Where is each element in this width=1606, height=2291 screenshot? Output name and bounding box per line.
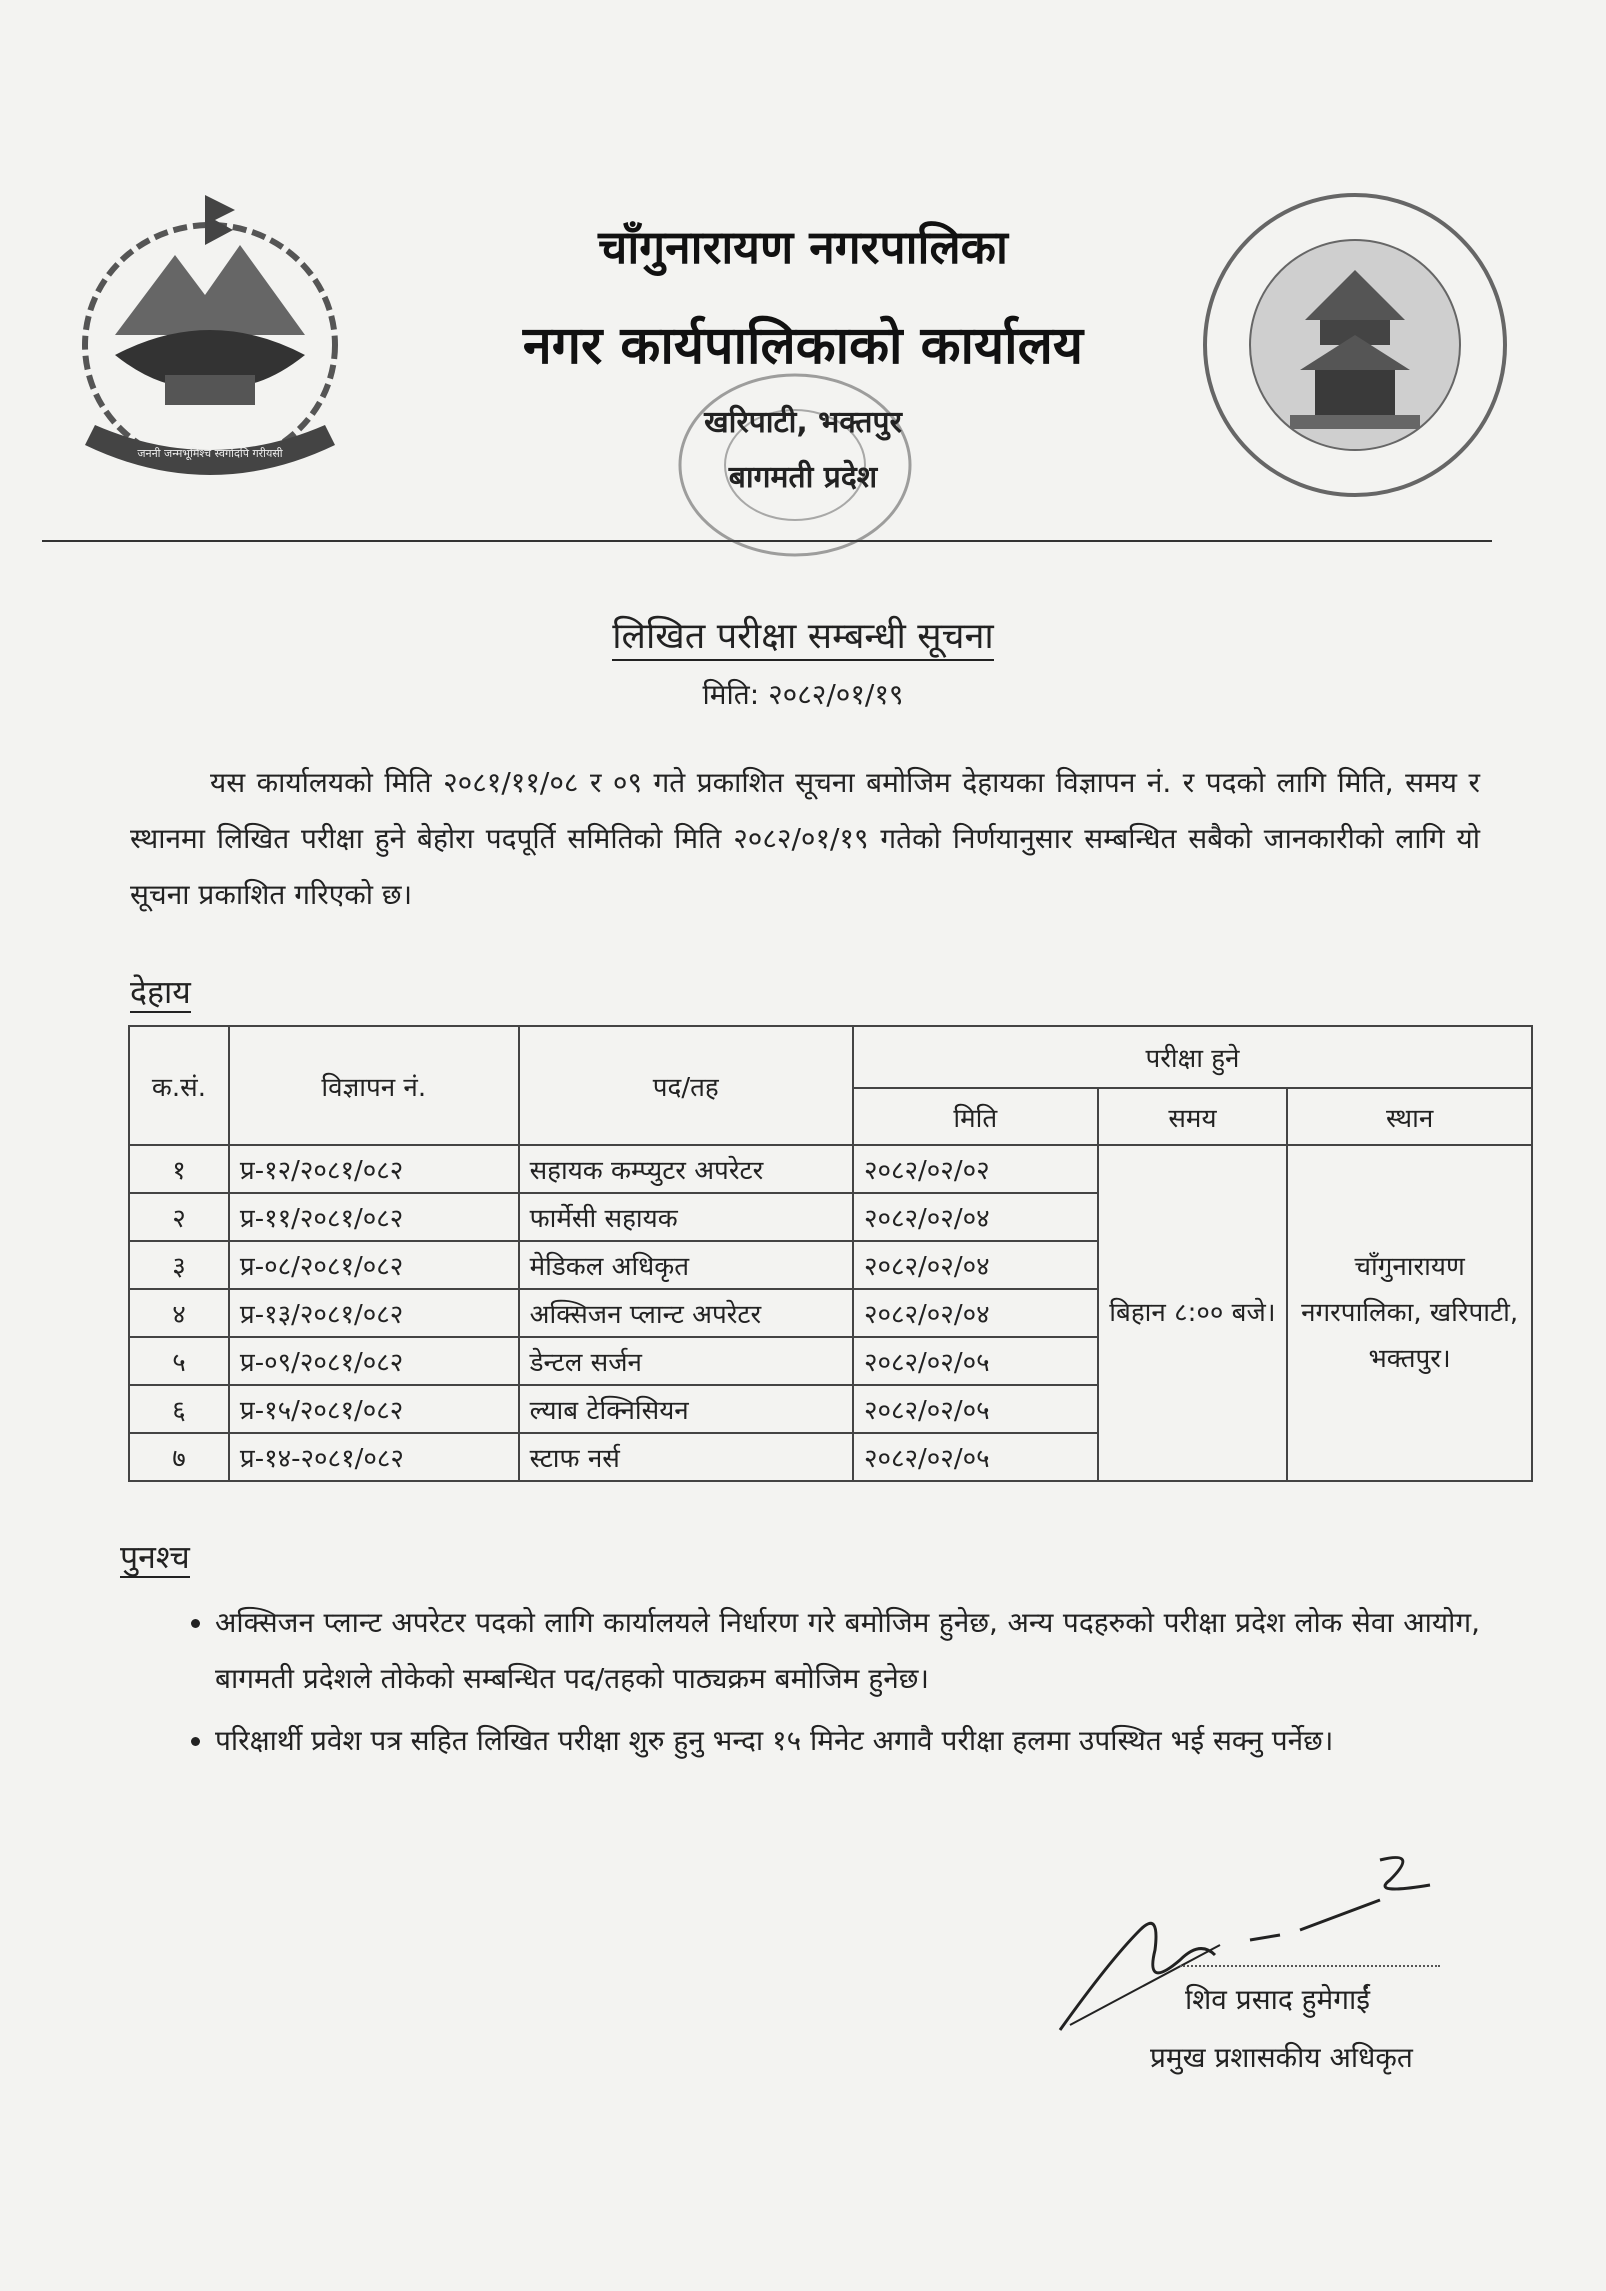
header-divider <box>42 540 1492 542</box>
cell-sn: २ <box>129 1193 229 1241</box>
cell-post: मेडिकल अधिकृत <box>519 1241 853 1289</box>
cell-ad-no: प्र-१३/२०८१/०८२ <box>229 1289 519 1337</box>
office-name: नगर कार्यपालिकाको कार्यालय <box>522 316 1084 376</box>
cell-date: २०८२/०२/०४ <box>853 1241 1098 1289</box>
col-header-sn: क.सं. <box>129 1026 229 1145</box>
table-heading-text: देहाय <box>130 973 191 1011</box>
cell-date: २०८२/०२/०४ <box>853 1289 1098 1337</box>
cell-post: ल्याब टेक्निसियन <box>519 1385 853 1433</box>
notice-title <box>0 610 1606 659</box>
cell-ad-no: प्र-११/२०८१/०८२ <box>229 1193 519 1241</box>
col-header-time: समय <box>1098 1088 1288 1145</box>
cell-sn: ६ <box>129 1385 229 1433</box>
col-header-exam: परीक्षा हुने <box>853 1026 1532 1088</box>
table-heading <box>130 970 191 1013</box>
postscript-heading-text: पुनश्च <box>120 1538 190 1576</box>
signature-line <box>1180 1965 1440 1967</box>
emblem-motto: जननी जन्मभूमिश्च स्वर्गादपि गरीयसी <box>137 447 283 460</box>
address-line-2: बागमती प्रदेश <box>728 460 878 495</box>
cell-sn: ७ <box>129 1433 229 1481</box>
cell-date: २०८२/०२/०२ <box>853 1145 1098 1193</box>
exam-schedule-table <box>128 1025 1533 1482</box>
cell-ad-no: प्र-१५/२०८१/०८२ <box>229 1385 519 1433</box>
signatory-name: शिव प्रसाद हुमेगाईं <box>1185 1983 1371 2016</box>
cell-date: २०८२/०२/०४ <box>853 1193 1098 1241</box>
cell-date: २०८२/०२/०५ <box>853 1385 1098 1433</box>
cell-post: फार्मेसी सहायक <box>519 1193 853 1241</box>
cell-ad-no: प्र-०९/२०८१/०८२ <box>229 1337 519 1385</box>
cell-sn: १ <box>129 1145 229 1193</box>
cell-post: अक्सिजन प्लान्ट अपरेटर <box>519 1289 853 1337</box>
postscript-heading <box>120 1535 190 1578</box>
cell-post: स्टाफ नर्स <box>519 1433 853 1481</box>
cell-sn: ४ <box>129 1289 229 1337</box>
cell-post: डेन्टल सर्जन <box>519 1337 853 1385</box>
municipality-name: चाँगुनारायण नगरपालिका <box>598 220 1008 274</box>
cell-time-merged: बिहान ८:०० बजे। <box>1098 1145 1288 1481</box>
postscript-item: • अक्सिजन प्लान्ट अपरेटर पदको लागि कार्यालयले निर्धारण गरे बमोजिम हुनेछ, अन्य पदहरुको परीक्षा प्रदेश लोक सेवा आयोग, बागमती प्रदेशले तोकेको सम्बन्धित पद/तहको पाठ्यक्रम बमोजिम हुनेछ। <box>215 1595 1480 1707</box>
col-header-ad-no: विज्ञापन नं. <box>229 1026 519 1145</box>
col-header-place: स्थान <box>1287 1088 1532 1145</box>
cell-date: २०८२/०२/०५ <box>853 1433 1098 1481</box>
notice-paragraph: यस कार्यालयको मिति २०८१/११/०८ र ०९ गते प्रकाशित सूचना बमोजिम देहायका विज्ञापन नं. र पदको लागि मिति, समय र स्थानमा लिखित परीक्षा हुने बेहोरा पदपूर्ति समितिको मिति २०८२/०१/१९ गतेको निर्णयानुसार सम्बन्धित सबैको जानकारीको लागि यो सूचना प्रकाशित गरिएको छ। <box>130 766 1480 911</box>
cell-place-merged: चाँगुनारायण नगरपालिका, खरिपाटी, भक्तपुर। <box>1287 1145 1532 1481</box>
cell-ad-no: प्र-०८/२०८१/०८२ <box>229 1241 519 1289</box>
postscript-list <box>160 1595 1480 1775</box>
col-header-date: मिति <box>853 1088 1098 1145</box>
cell-ad-no: प्र-१४-२०८१/०८२ <box>229 1433 519 1481</box>
cell-sn: ३ <box>129 1241 229 1289</box>
cell-sn: ५ <box>129 1337 229 1385</box>
col-header-post: पद/तह <box>519 1026 853 1145</box>
cell-date: २०८२/०२/०५ <box>853 1337 1098 1385</box>
postscript-item: • परिक्षार्थी प्रवेश पत्र सहित लिखित परीक्षा शुरु हुनु भन्दा १५ मिनेट अगावै परीक्षा हलमा उपस्थित भई सक्नु पर्नेछ। <box>215 1713 1480 1769</box>
signatory-role: प्रमुख प्रशासकीय अधिकृत <box>1150 2041 1413 2074</box>
notice-date: मिति: २०८२/०१/१९ <box>702 678 904 711</box>
cell-post: सहायक कम्प्युटर अपरेटर <box>519 1145 853 1193</box>
table-row <box>129 1145 1532 1193</box>
cell-ad-no: प्र-१२/२०८१/०८२ <box>229 1145 519 1193</box>
notice-title-text: लिखित परीक्षा सम्बन्धी सूचना <box>612 616 994 661</box>
address-line-1: खरिपाटी, भक्तपुर <box>704 405 902 440</box>
